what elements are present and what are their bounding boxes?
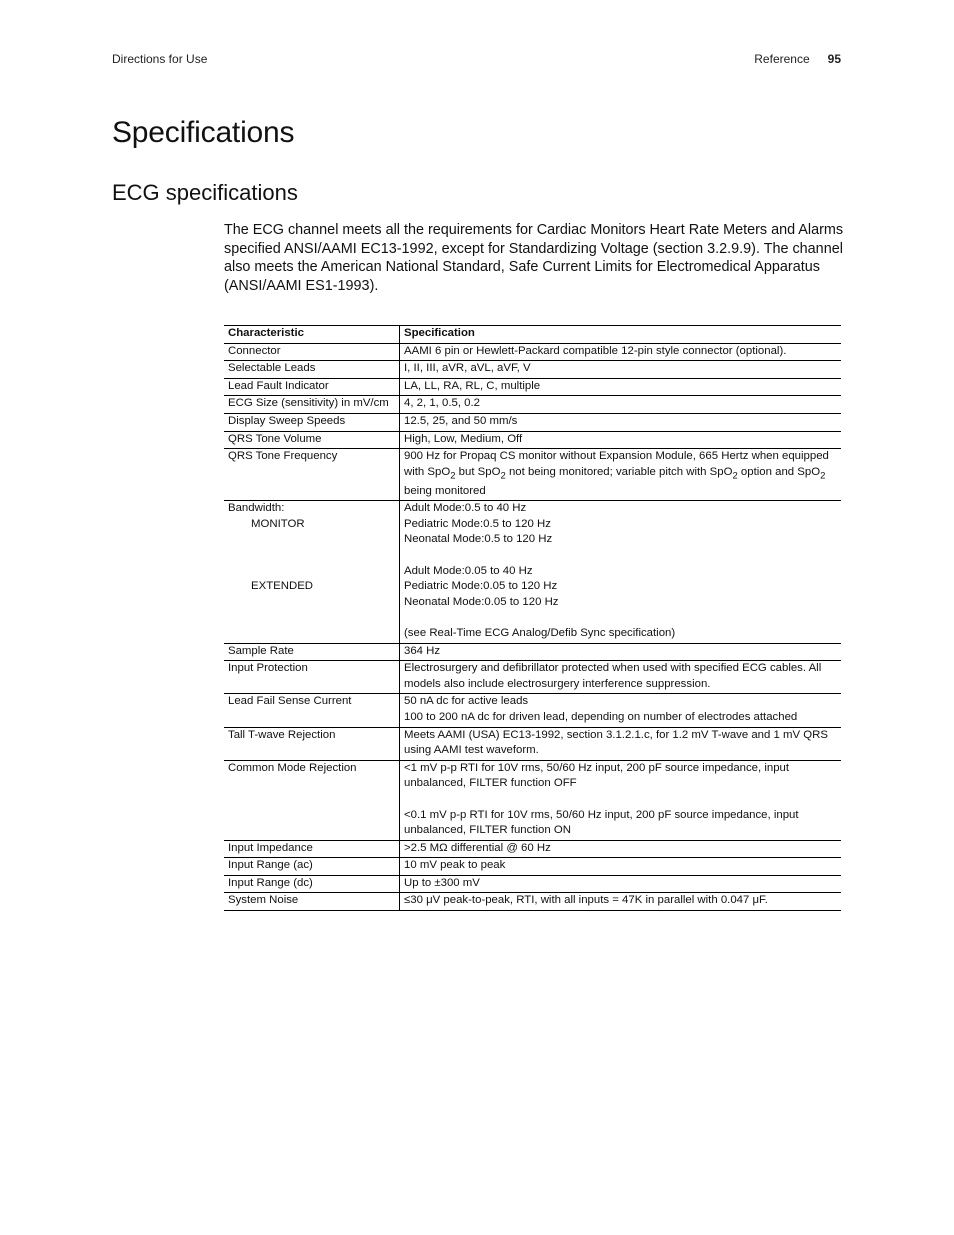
bandwidth-line: Adult Mode:0.5 to 40 Hz (404, 502, 527, 515)
row-value: ≤30 μV peak-to-peak, RTI, with all inputs = 47K in parallel with 0.047 μF. (400, 893, 842, 911)
table-header-row (224, 326, 841, 344)
row-label: Common Mode Rejection (224, 760, 400, 840)
table-row (224, 760, 841, 840)
spacer (404, 610, 837, 626)
table-row (224, 643, 841, 661)
table-row (224, 727, 841, 760)
bandwidth-monitor-label: MONITOR (251, 517, 305, 530)
subscript: 2 (450, 470, 456, 482)
row-label (224, 501, 400, 643)
running-header-left: Directions for Use (112, 52, 208, 66)
spacer (404, 792, 837, 808)
row-value: High, Low, Medium, Off (400, 431, 842, 449)
row-label: QRS Tone Volume (224, 431, 400, 449)
header-section: Reference (754, 52, 810, 66)
row-label: Sample Rate (224, 643, 400, 661)
row-label: Lead Fail Sense Current (224, 694, 400, 727)
row-label: Input Impedance (224, 840, 400, 858)
intro-paragraph: The ECG channel meets all the requirements for Cardiac Monitors Heart Rate Meters and Alarms specified ANSI/AAMI EC13-1992, except for Standardizing Voltage (section 3.2.9.9). The channel also meets the American National Standard, Safe Current Limits for Electromedical Apparatus (ANSI/AAMI ES1-1993). (224, 222, 844, 294)
text-fragment: but SpO (455, 465, 501, 478)
table-row (224, 413, 841, 431)
row-value: 12.5, 25, and 50 mm/s (400, 413, 842, 431)
row-value (400, 501, 842, 643)
row-label: Input Range (ac) (224, 858, 400, 876)
spacer (228, 532, 395, 548)
cmr-filter-off: <1 mV p-p RTI for 10V rms, 50/60 Hz input, 200 pF source impedance, input unbalanced, FILTER function OFF (404, 761, 790, 790)
row-label: Selectable Leads (224, 361, 400, 379)
row-label: Input Range (dc) (224, 875, 400, 893)
row-label: System Noise (224, 893, 400, 911)
row-value (400, 694, 842, 727)
table-row (224, 396, 841, 414)
text-fragment: option and SpO (737, 465, 821, 478)
table-row (224, 893, 841, 911)
row-label: Tall T-wave Rejection (224, 727, 400, 760)
row-value: Up to ±300 mV (400, 875, 842, 893)
row-value: Meets AAMI (USA) EC13-1992, section 3.1.2.1.c, for 1.2 mV T-wave and 1 mV QRS using AAMI test waveform. (400, 727, 842, 760)
table-row (224, 875, 841, 893)
row-label: QRS Tone Frequency (224, 449, 400, 501)
page-title: Specifications (112, 116, 295, 149)
table-row (224, 694, 841, 727)
table-row (224, 449, 841, 501)
subscript: 2 (732, 470, 738, 482)
cmr-filter-on: <0.1 mV p-p RTI for 10V rms, 50/60 Hz input, 200 pF source impedance, input unbalanced, FILTER function ON (404, 808, 799, 837)
table-row (224, 431, 841, 449)
header-characteristic: Characteristic (224, 326, 400, 344)
text-fragment: being monitored (404, 484, 486, 497)
bandwidth-line: Adult Mode:0.05 to 40 Hz (404, 564, 533, 577)
row-label: Lead Fault Indicator (224, 378, 400, 396)
row-value (400, 449, 842, 501)
subscript: 2 (500, 470, 506, 482)
row-value: 4, 2, 1, 0.5, 0.2 (400, 396, 842, 414)
table-row (224, 661, 841, 694)
row-value: >2.5 MΩ differential @ 60 Hz (400, 840, 842, 858)
bandwidth-line: Neonatal Mode:0.5 to 120 Hz (404, 533, 553, 546)
row-value: 364 Hz (400, 643, 842, 661)
table-row (224, 501, 841, 643)
table-row (224, 840, 841, 858)
table-row (224, 361, 841, 379)
failsense-line: 100 to 200 nA dc for driven lead, depending on number of electrodes attached (404, 710, 798, 723)
text-fragment: not being monitored; variable pitch with SpO (505, 465, 733, 478)
row-label: Connector (224, 343, 400, 361)
row-value: Electrosurgery and defibrillator protected when used with specified ECG cables. All models also include electrosurgery interference suppression. (400, 661, 842, 694)
bandwidth-line: Neonatal Mode:0.05 to 120 Hz (404, 595, 559, 608)
subscript: 2 (820, 470, 826, 482)
row-value (400, 760, 842, 840)
bandwidth-line: Pediatric Mode:0.5 to 120 Hz (404, 517, 551, 530)
section-title: ECG specifications (112, 180, 298, 205)
bandwidth-line: Pediatric Mode:0.05 to 120 Hz (404, 580, 558, 593)
row-label: Display Sweep Speeds (224, 413, 400, 431)
spacer (228, 548, 395, 564)
text-fragment: 900 Hz for Propaq CS monitor without Expansion Module, 665 Hertz when equipped with SpO (404, 450, 829, 478)
table-row (224, 378, 841, 396)
header-specification: Specification (400, 326, 842, 344)
page-number: 95 (827, 52, 841, 66)
ecg-spec-table (224, 325, 841, 911)
row-value: AAMI 6 pin or Hewlett-Packard compatible 12-pin style connector (optional). (400, 343, 842, 361)
row-value: 10 mV peak to peak (400, 858, 842, 876)
row-label: Input Protection (224, 661, 400, 694)
row-value: LA, LL, RA, RL, C, multiple (400, 378, 842, 396)
bandwidth-label: Bandwidth: (228, 502, 285, 515)
table-row (224, 858, 841, 876)
bandwidth-note: (see Real-Time ECG Analog/Defib Sync specification) (404, 626, 676, 639)
table-row (224, 343, 841, 361)
row-value: I, II, III, aVR, aVL, aVF, V (400, 361, 842, 379)
row-label: ECG Size (sensitivity) in mV/cm (224, 396, 400, 414)
spacer (228, 564, 395, 580)
bandwidth-extended-label: EXTENDED (251, 580, 314, 593)
spacer (404, 548, 837, 564)
running-header-right (754, 52, 841, 66)
failsense-line: 50 nA dc for active leads (404, 695, 529, 708)
